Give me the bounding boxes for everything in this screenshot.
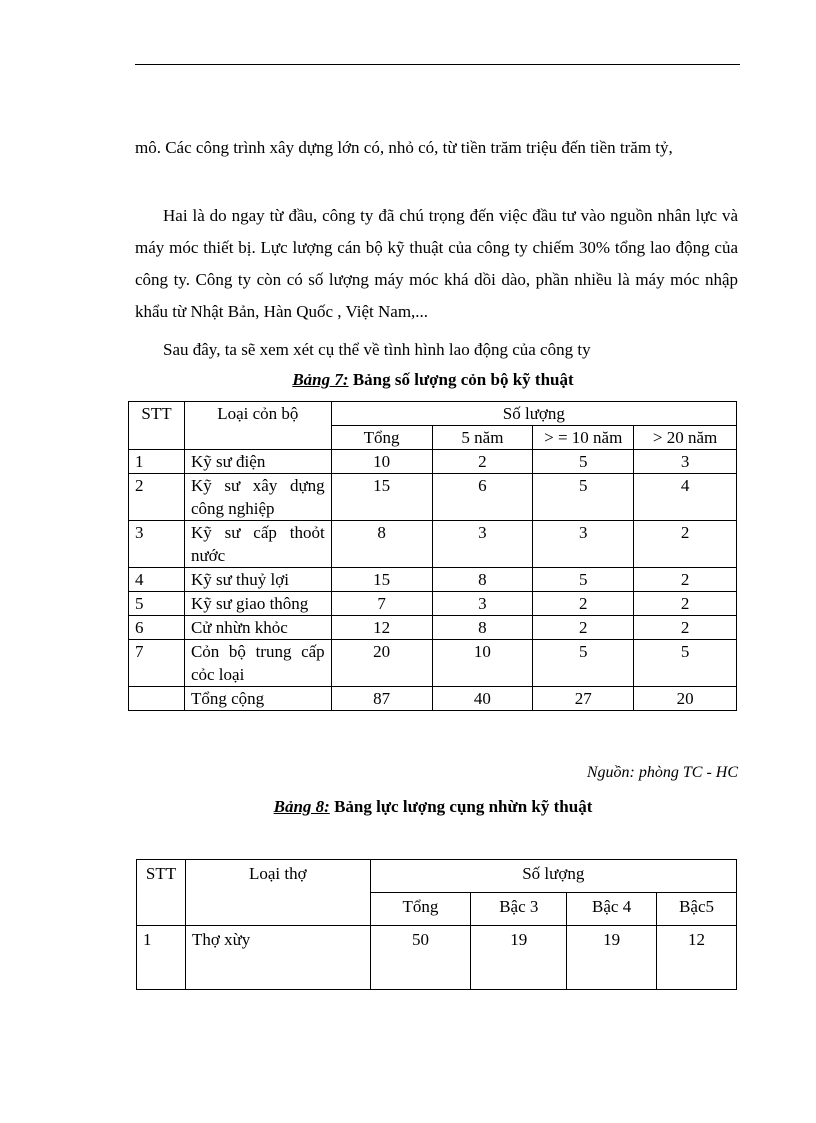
header-10-years: > = 10 năm: [533, 426, 634, 450]
table-row: [129, 592, 737, 616]
cell-total: 10: [331, 450, 432, 474]
cell-10-years: 27: [533, 687, 634, 711]
paragraph-3: Sau đây, ta sẽ xem xét cụ thể về tình hình lao động của công ty: [163, 340, 591, 359]
table-header-row: [129, 402, 737, 426]
header-stt: STT: [137, 860, 186, 926]
cell-5-years: 6: [432, 474, 533, 521]
header-5-years: 5 năm: [432, 426, 533, 450]
table-header-row: [137, 860, 737, 893]
table-row: [129, 568, 737, 592]
cell-name: Kỹ sư cấp thoỏt nước: [184, 521, 331, 568]
cell-total: 15: [331, 474, 432, 521]
header-grade-3: Bậc 3: [471, 893, 567, 926]
cell-name: Cỏn bộ trung cấp cỏc loại: [184, 640, 331, 687]
cell-stt: 4: [129, 568, 185, 592]
table-row: [129, 616, 737, 640]
cell-stt: [129, 687, 185, 711]
header-type: Loại thợ: [185, 860, 370, 926]
cell-10-years: 2: [533, 616, 634, 640]
paragraph-2: Hai là do ngay từ đầu, công ty đã chú trọng đến việc đầu tư vào nguồn nhân lực và máy móc thiết bị. Lực lượng cán bộ kỹ thuật của công ty chiếm 30% tổng lao động của công ty. Công ty còn có số lượng máy móc khá dồi dào, phần nhiều là máy móc nhập khẩu từ Nhật Bản, Hàn Quốc , Việt Nam,...: [135, 206, 738, 321]
header-20-years: > 20 năm: [634, 426, 737, 450]
table-row: [129, 450, 737, 474]
cell-stt: 1: [129, 450, 185, 474]
cell-5-years: 8: [432, 616, 533, 640]
cell-stt: 6: [129, 616, 185, 640]
cell-20-years: 2: [634, 568, 737, 592]
cell-name: Tổng cộng: [184, 687, 331, 711]
staff-table: [128, 401, 737, 711]
cell-grade-5: 12: [657, 926, 737, 990]
cell-stt: 1: [137, 926, 186, 990]
cell-name: Cử nhừn khỏc: [184, 616, 331, 640]
cell-name: Kỹ sư xây dựng công nghiệp: [184, 474, 331, 521]
table7-source: Nguồn: phòng TC - HC: [586, 764, 738, 781]
header-quantity: Số lượng: [331, 402, 736, 426]
header-stt: STT: [129, 402, 185, 450]
cell-total: 15: [331, 568, 432, 592]
table8-caption-label: Bảng 8:: [273, 797, 330, 816]
cell-total: 7: [331, 592, 432, 616]
cell-stt: 2: [129, 474, 185, 521]
cell-stt: 7: [129, 640, 185, 687]
header-quantity: Số lượng: [370, 860, 736, 893]
header-total: Tổng: [331, 426, 432, 450]
cell-total: 50: [370, 926, 471, 990]
table-total-row: [129, 687, 737, 711]
table7-caption: [128, 370, 738, 390]
cell-20-years: 3: [634, 450, 737, 474]
table-row: [129, 474, 737, 521]
cell-total: 8: [331, 521, 432, 568]
cell-20-years: 2: [634, 521, 737, 568]
cell-10-years: 5: [533, 640, 634, 687]
cell-name: Kỹ sư thuỷ lợi: [184, 568, 331, 592]
cell-10-years: 5: [533, 568, 634, 592]
cell-5-years: 3: [432, 521, 533, 568]
table8-caption-text: Bảng lực lượng cụng nhừn kỹ thuật: [329, 797, 593, 816]
cell-stt: 5: [129, 592, 185, 616]
table8-caption: [128, 797, 738, 817]
header-grade-4: Bậc 4: [567, 893, 657, 926]
cell-20-years: 5: [634, 640, 737, 687]
table-row: [129, 521, 737, 568]
cell-20-years: 2: [634, 592, 737, 616]
cell-10-years: 2: [533, 592, 634, 616]
cell-name: Kỹ sư giao thông: [184, 592, 331, 616]
cell-10-years: 3: [533, 521, 634, 568]
cell-total: 20: [331, 640, 432, 687]
cell-total: 12: [331, 616, 432, 640]
header-rule: [135, 64, 740, 65]
cell-20-years: 4: [634, 474, 737, 521]
cell-5-years: 40: [432, 687, 533, 711]
table7-caption-text: Bảng số lượng cỏn bộ kỹ thuật: [348, 370, 574, 389]
workers-table: [136, 859, 737, 990]
table-row: [129, 640, 737, 687]
cell-20-years: 2: [634, 616, 737, 640]
cell-10-years: 5: [533, 474, 634, 521]
cell-name: Kỹ sư điện: [184, 450, 331, 474]
cell-20-years: 20: [634, 687, 737, 711]
paragraph-1: mô. Các công trình xây dựng lớn có, nhỏ có, từ tiền trăm triệu đến tiền trăm tỷ,: [135, 138, 673, 157]
header-grade-5: Bậc5: [657, 893, 737, 926]
cell-name: Thợ xừy: [185, 926, 370, 990]
cell-stt: 3: [129, 521, 185, 568]
header-type: Loại cỏn bộ: [184, 402, 331, 450]
cell-grade-3: 19: [471, 926, 567, 990]
cell-5-years: 3: [432, 592, 533, 616]
cell-5-years: 2: [432, 450, 533, 474]
table7-caption-label: Bảng 7:: [292, 370, 349, 389]
cell-grade-4: 19: [567, 926, 657, 990]
header-total: Tổng: [370, 893, 471, 926]
cell-total: 87: [331, 687, 432, 711]
cell-5-years: 10: [432, 640, 533, 687]
cell-5-years: 8: [432, 568, 533, 592]
table-row: [137, 926, 737, 990]
cell-10-years: 5: [533, 450, 634, 474]
